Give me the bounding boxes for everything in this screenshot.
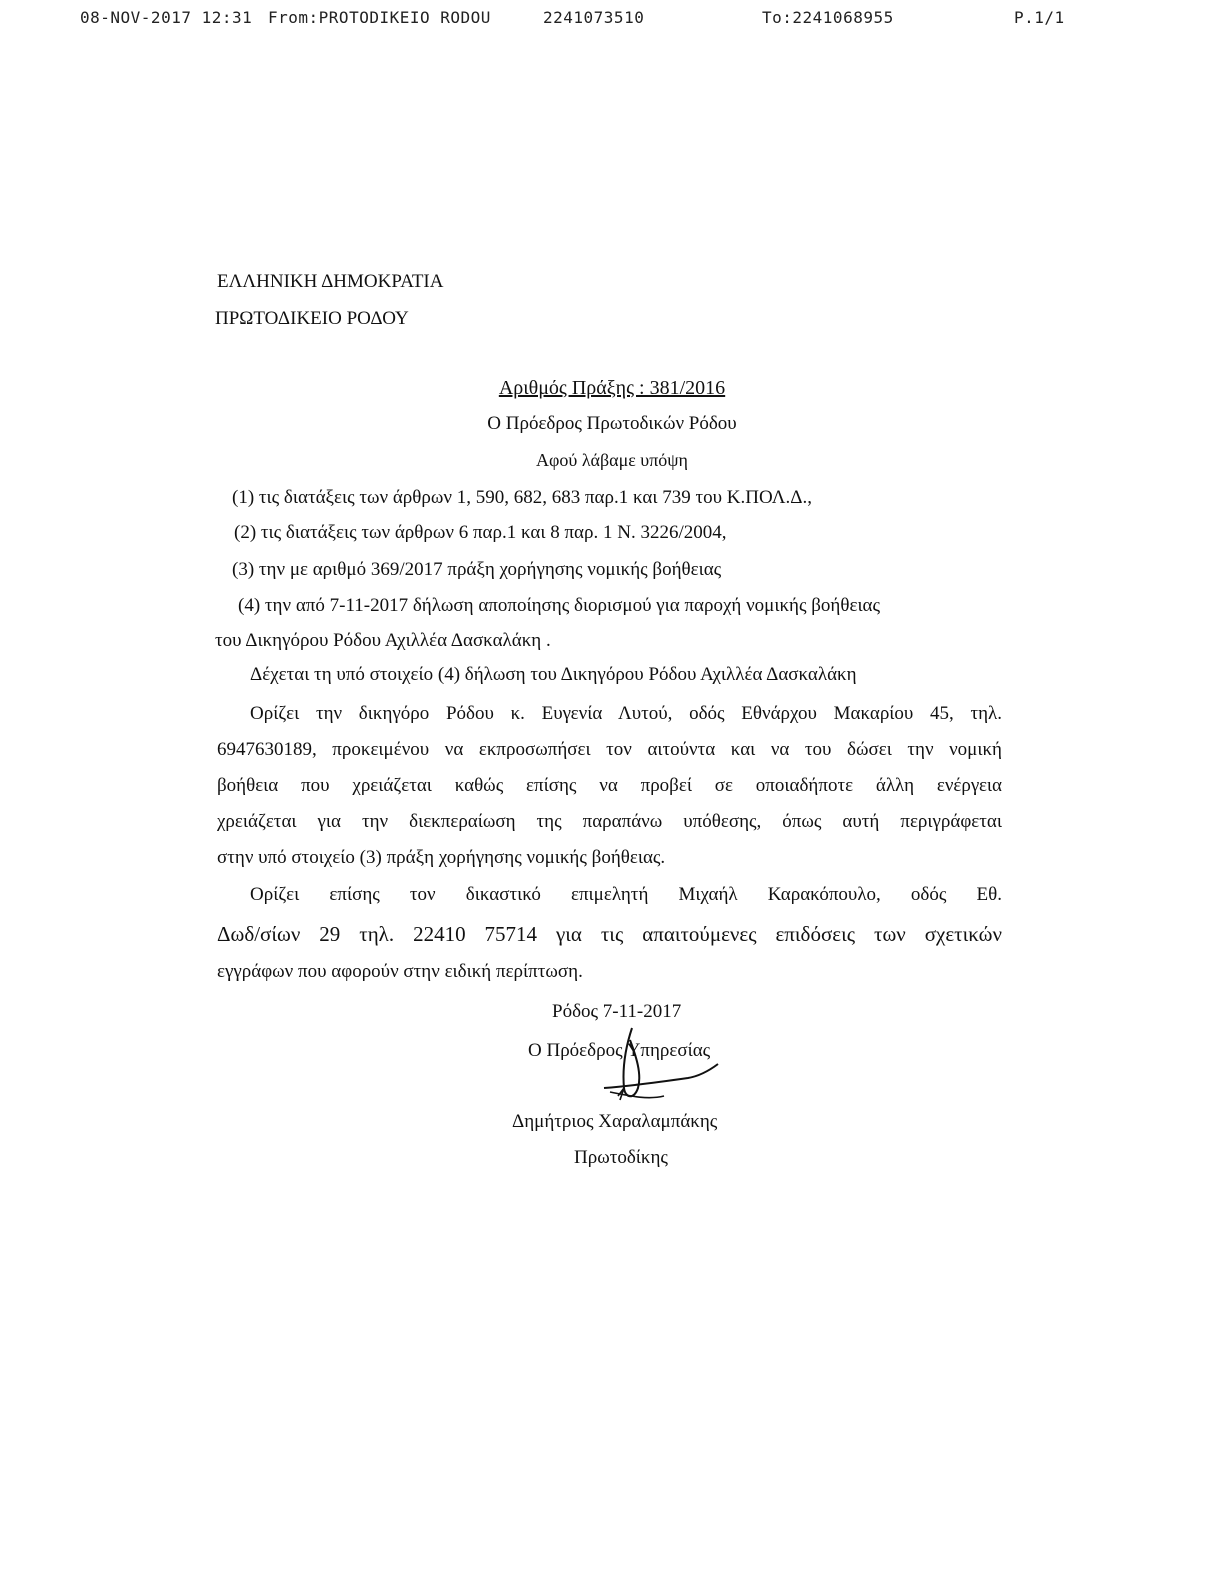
list-item: (1) τις διατάξεις των άρθρων 1, 590, 682, 683 παρ.1 και 739 του Κ.ΠΟΛ.Δ.,: [232, 487, 813, 508]
appoints-line: χρειάζεται για την διεκπεραίωση της παραπάνω υπόθεσης, όπως αυτή περιγράφεται: [217, 811, 1002, 832]
bailiff-line: εγγράφων που αφορούν στην ειδική περίπτωση.: [217, 961, 583, 982]
fax-datetime: 08-NOV-2017 12:31: [80, 8, 253, 27]
act-number: Αριθμός Πράξης : 381/2016: [498, 377, 726, 399]
fax-to: To:2241068955: [762, 8, 894, 27]
signatory-name: Δημήτριος Χαραλαμπάκης: [512, 1111, 718, 1132]
accepts-paragraph: Δέχεται τη υπό στοιχείο (4) δήλωση του Δικηγόρου Ρόδου Αχιλλέα Δασκαλάκη: [250, 664, 857, 685]
appoints-line: βοήθεια που χρειάζεται καθώς επίσης να προβεί σε οποιαδήποτε άλλη ενέργεια: [217, 775, 1002, 796]
fax-from: From:PROTODIKEIO RODOU: [268, 8, 491, 27]
bailiff-line: Δωδ/σίων 29 τηλ. 22410 75714 για τις απαιτούμενες επιδόσεις των σχετικών: [217, 922, 1002, 946]
list-item: (4) την από 7-11-2017 δήλωση αποποίησης διορισμού για παροχή νομικής βοήθειας: [238, 595, 881, 616]
signatory-title: Ο Πρόεδρος Υπηρεσίας: [528, 1040, 711, 1061]
place-date: Ρόδος 7-11-2017: [552, 1001, 682, 1022]
header-court: ΠΡΩΤΟΔΙΚΕΙΟ ΡΟΔΟΥ: [215, 308, 409, 329]
list-item: του Δικηγόρου Ρόδου Αχιλλέα Δασκαλάκη .: [215, 630, 551, 651]
header-republic: ΕΛΛΗΝΙΚΗ ΔΗΜΟΚΡΑΤΙΑ: [217, 271, 444, 292]
appoints-line: 6947630189, προκειμένου να εκπροσωπήσει τον αιτούντα και να του δώσει την νομική: [217, 739, 1002, 760]
act-issuer: Ο Πρόεδρος Πρωτοδικών Ρόδου: [487, 413, 737, 434]
handwritten-signature: [600, 1026, 740, 1116]
fax-page: P.1/1: [1014, 8, 1065, 27]
bailiff-line: Ορίζει επίσης τον δικαστικό επιμελητή Μιχαήλ Καρακόπουλο, οδός Εθ.: [250, 884, 1002, 905]
appoints-line: Ορίζει την δικηγόρο Ρόδου κ. Ευγενία Λυτού, οδός Εθνάρχου Μακαρίου 45, τηλ.: [250, 703, 1002, 724]
list-item: (2) τις διατάξεις των άρθρων 6 παρ.1 και 8 παρ. 1 Ν. 3226/2004,: [234, 522, 727, 543]
signatory-rank: Πρωτοδίκης: [574, 1147, 668, 1168]
fax-from-number: 2241073510: [543, 8, 645, 27]
list-item: (3) την με αριθμό 369/2017 πράξη χορήγησης νομικής βοήθειας: [232, 559, 722, 580]
appoints-line: στην υπό στοιχείο (3) πράξη χορήγησης νομικής βοήθειας.: [217, 847, 666, 868]
act-considering: Αφού λάβαμε υπόψη: [536, 450, 688, 470]
